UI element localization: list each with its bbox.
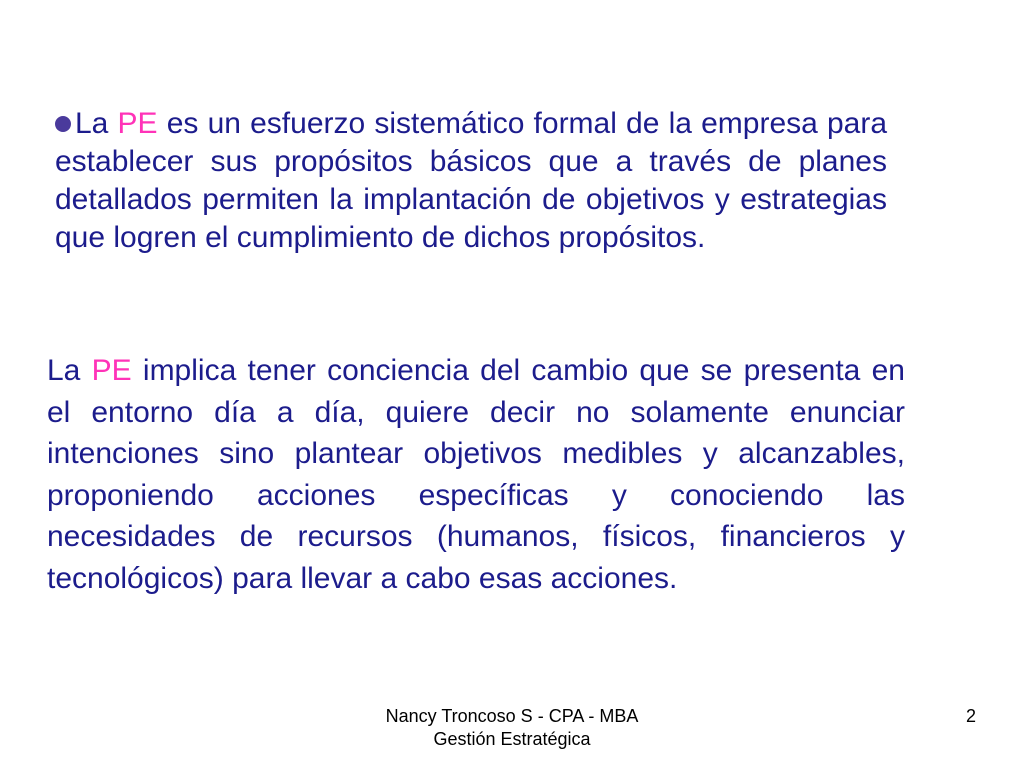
paragraph1-text: es un esfuerzo sistemático formal de la empresa para establecer sus propósitos básicos que a través de planes detallados permiten la implantación de objetivos y estrategias que logren el cumplimiento de dichos propósitos.	[55, 107, 888, 254]
footer	[352, 705, 672, 751]
page-number: 2	[965, 706, 976, 726]
footer-author: Nancy Troncoso S - CPA - MBA	[385, 706, 639, 726]
paragraph1-lead: La	[75, 107, 109, 140]
paragraph2-lead: La	[47, 354, 81, 387]
paragraph1-highlight-pe: PE	[117, 107, 158, 140]
paragraph2-highlight-pe: PE	[91, 354, 132, 387]
bullet-icon	[55, 116, 71, 132]
paragraph2-text: implica tener conciencia del cambio que se presenta en el entorno día a día, quiere decir no solamente enunciar intenciones sino plantear objetivos medibles y alcanzables, proponiendo acciones específicas y conociendo las necesidades de recursos (humanos, físicos, financieros y tecnológicos) para llevar a cabo esas acciones.	[47, 354, 905, 595]
paragraph-pe-implications	[47, 350, 905, 599]
paragraph-pe-definition	[55, 105, 887, 257]
footer-course: Gestión Estratégica	[433, 729, 591, 749]
